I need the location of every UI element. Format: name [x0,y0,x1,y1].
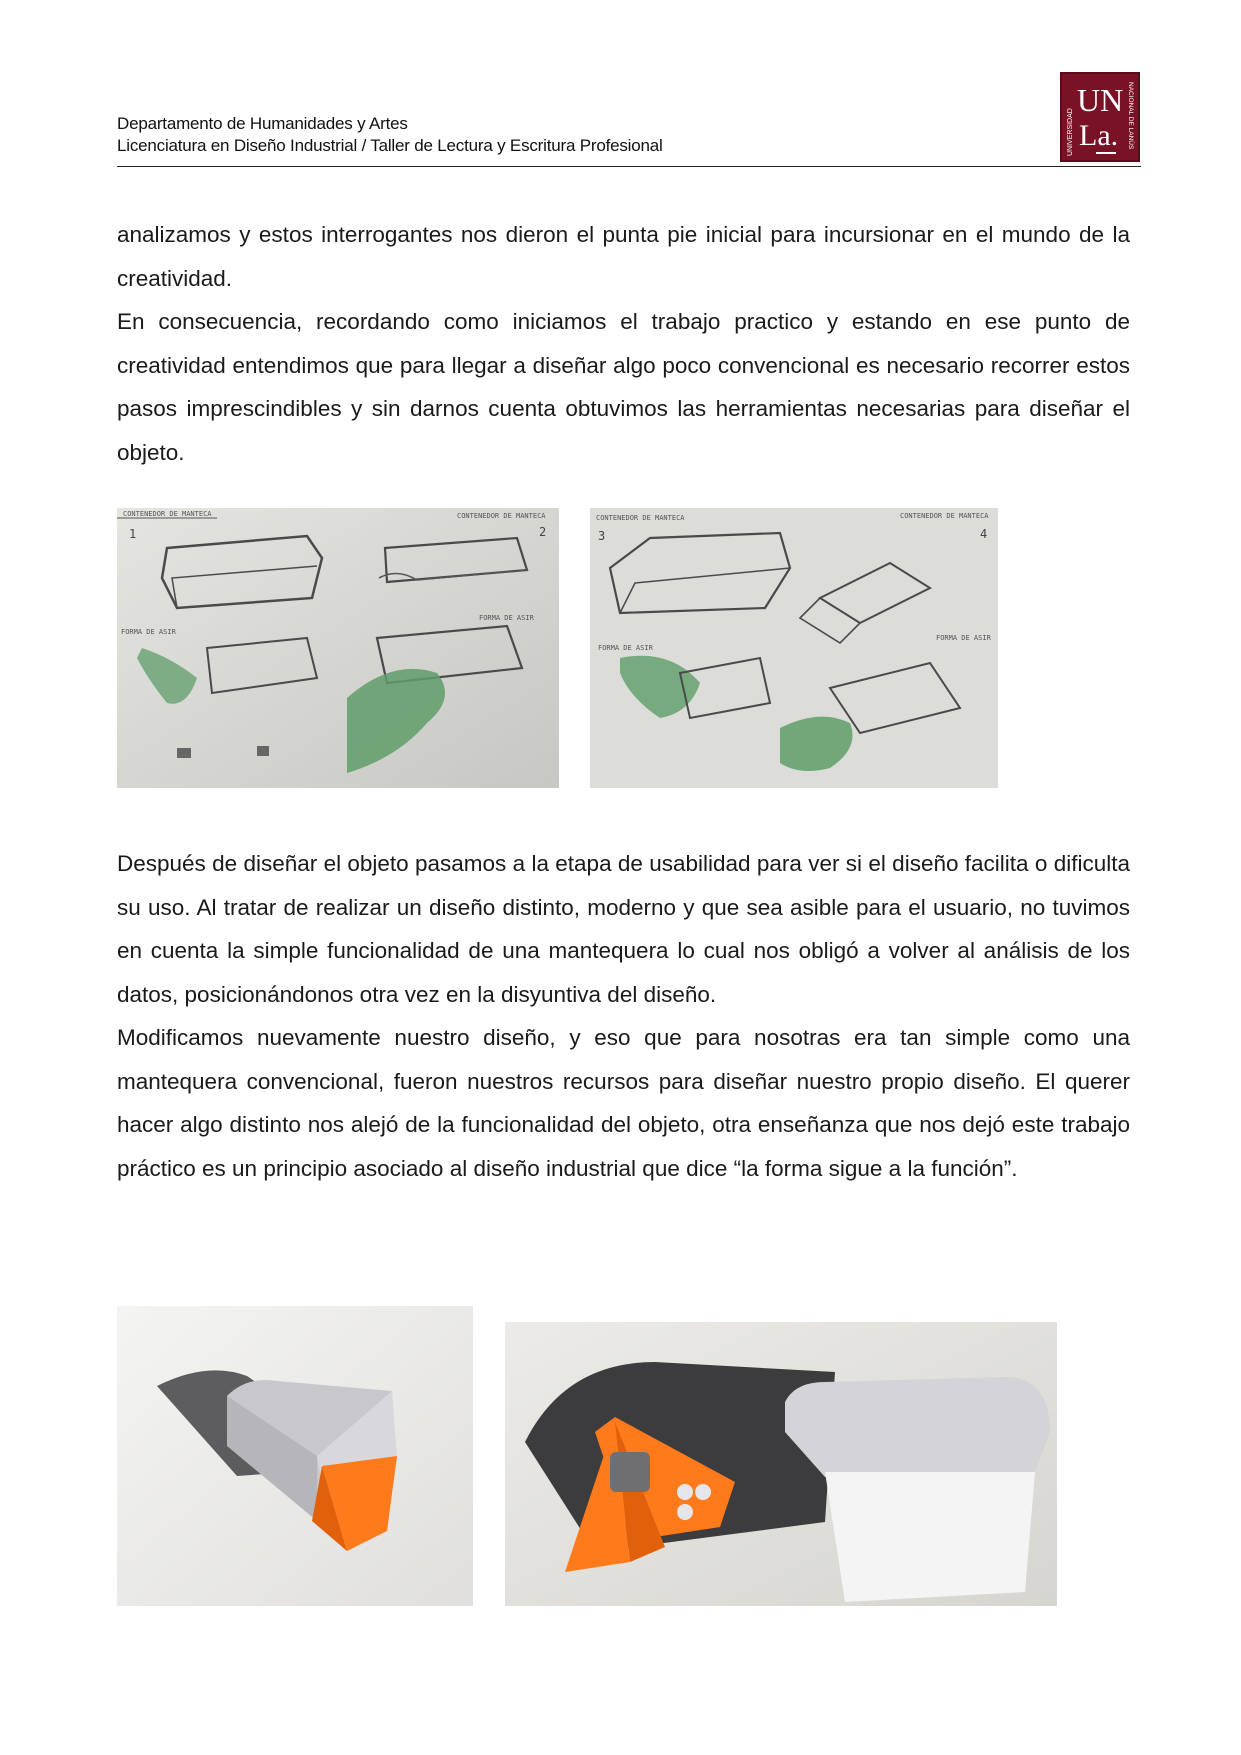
sketch-number: 4 [980,527,988,541]
document-header [117,113,1141,157]
prototype-photo-1 [117,1306,473,1606]
prototype-photo-2 [505,1322,1057,1606]
sketch-label: FORMA DE ASIR [479,614,534,622]
logo-underline [1096,152,1116,154]
header-rule [117,166,1141,167]
sketch-number: 1 [129,527,137,541]
photo-2-drawing [505,1322,1057,1606]
sketch-image-1 [117,508,559,788]
header-course: Licenciatura en Diseño Industrial / Taller de Lectura y Escritura Profesional [117,136,663,155]
paragraph: analizamos y estos interrogantes nos dieron el punta pie inicial para incursionar en el mundo de la creatividad. [117,222,1130,291]
sketch-image-2 [590,508,998,788]
sketch-label: FORMA DE ASIR [121,628,176,636]
body-text-top [117,213,1130,474]
logo-un: UN [1077,82,1124,118]
logo-vertical-right [1124,80,1136,158]
body-text-bottom [117,842,1130,1190]
paragraph: En consecuencia, recordando como iniciamos el trabajo practico y estando en ese punto de creatividad entendimos que para llegar a diseñar algo poco convencional es necesario recorrer estos pasos imprescindibles y sin darnos cuenta obtuvimos las herramientas necesarias para diseñar el objeto. [117,309,1130,465]
sketch-label: CONTENEDOR DE MANTECA [123,510,212,518]
paragraph: Modificamos nuevamente nuestro diseño, y eso que para nosotras era tan simple como una mantequera convencional, fueron nuestros recursos para diseñar nuestro propio diseño. El querer hacer algo distinto nos alejó de la funcionalidad del objeto, otra enseñanza que nos dejó este trabajo práctico es un principio asociado al diseño industrial que dice “la forma sigue a la función”. [117,1025,1130,1181]
photo-1-drawing [117,1306,473,1606]
logo-vertical-left-text: UNIVERSIDAD [1067,108,1074,156]
sketch-label: CONTENEDOR DE MANTECA [457,512,546,520]
paragraph: Después de diseñar el objeto pasamos a la etapa de usabilidad para ver si el diseño facilita o dificulta su uso. Al tratar de realizar un diseño distinto, moderno y que sea asible para el usuario, no tuvimos en cuenta la simple funcionalidad de una mantequera lo cual nos obligó a volver al análisis de los datos, posicionándonos otra vez en la disyuntiva del diseño. [117,851,1130,1007]
logo-la: La. [1079,119,1119,152]
sketch-number: 2 [539,525,547,539]
sketch-2-drawing [590,508,998,788]
header-department: Departamento de Humanidades y Artes [117,114,408,133]
logo-vertical-right-text: NACIONAL DE LANÚS [1127,82,1134,150]
sketch-number: 3 [598,529,606,543]
sketch-1-drawing [117,508,559,788]
sketch-label: CONTENEDOR DE MANTECA [900,512,989,520]
sketch-label: CONTENEDOR DE MANTECA [596,514,685,522]
university-logo [1060,72,1140,162]
logo-vertical-left [1065,80,1075,158]
sketch-label: FORMA DE ASIR [598,644,653,652]
sketch-label: FORMA DE ASIR [936,634,991,642]
